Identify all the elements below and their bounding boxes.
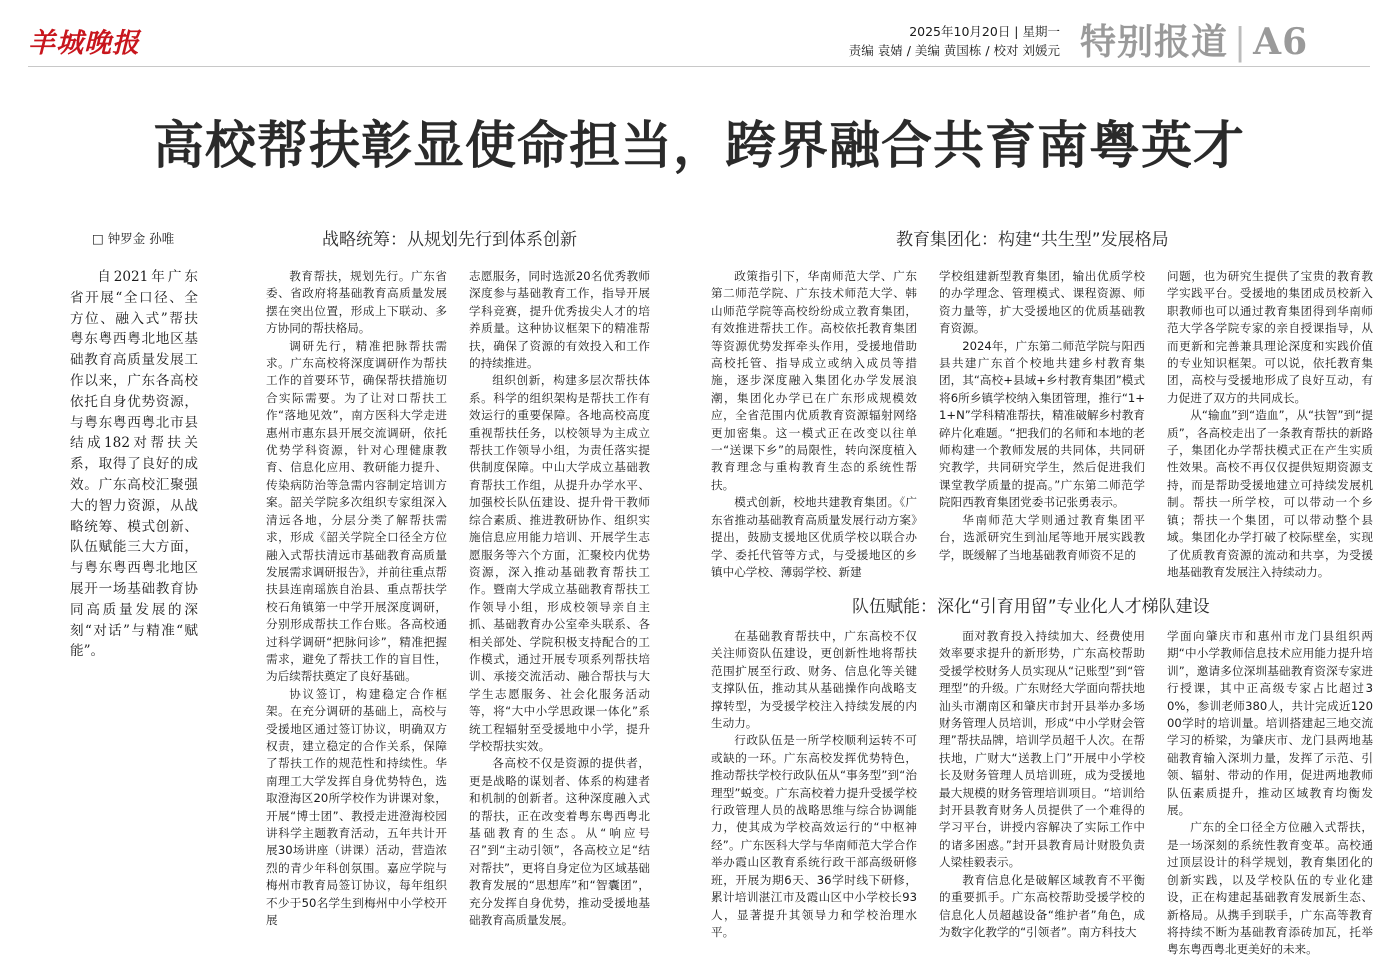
paragraph: 教育帮扶，规划先行。广东省委、省政府将基础教育高质量发展摆在突出位置，形成上下联动、多方协同的帮扶格局。	[266, 269, 447, 336]
editor-credits: 责编 袁婧 / 美编 黄国栋 / 校对 刘媛元	[848, 43, 1060, 58]
paragraph: 学面向肇庆市和惠州市龙门县组织两期“中小学教师信息技术应用能力提升培训”，邀请多位深圳基础教育资深专家进行授课，其中正高级专家占比超过30%，参训老师380人，共计完成近12000学时的培训量。培训搭建起三地交流学习的桥梁，为肇庆市、龙门县两地基础教育输入深圳力量，发挥了示范、引领、辐射、带动的作用，促进两地教师队伍素质提升，推动区域教育均衡发展。	[1167, 629, 1373, 818]
subhead-strategy: 战略统筹：从规划先行到体系创新	[322, 230, 577, 250]
article-column-1	[266, 268, 447, 928]
paragraph: 调研先行，精准把脉帮扶需求。广东高校将深度调研作为帮扶工作的首要环节，确保帮扶措施切合实际需要。为了让对口帮扶工作“落地见效”，南方医科大学走进惠州市惠东县开展交流调研，依托优势学科资源，针对心理健康教育、信息化应用、教研能力提升、传染病防治等急需内容制定培训方案。韶关学院多次组织专家组深入清远各地，分层分类了解帮扶需求，形成《韶关学院全口径全方位融入式帮扶清远市基础教育高质量发展需求调研报告》，并前往重点帮扶县连南瑶族自治县、重点帮扶学校石角镇第一中学开展深度调研，分别形成帮扶工作台账。各高校通过科学调研“把脉问诊”，精准把握需求，避免了帮扶工作的盲目性，为后续帮扶奠定了良好基础。	[266, 338, 447, 684]
article-column-7	[939, 628, 1145, 939]
masthead	[28, 20, 140, 60]
subhead-group: 教育集团化：构建“共生型”发展格局	[896, 230, 1169, 250]
section-name: 特别报道	[1080, 21, 1229, 63]
paragraph: 2024年，广东第二师范学院与阳西县共建广东首个校地共建乡村教育集团，其“高校+县域+乡村教育集团”模式将6所乡镇学校纳入集团管理，推行“1+1+N”学科精准帮扶，精准破解乡村教育碎片化难题。“把我们的名师和本地的老师构建一个教师发展的共同体，共同研究教学，共同研究学生，然后促进我们课堂教学质量的提高。”广东第二师范学院阳西教育集团党委书记张勇表示。	[939, 338, 1145, 510]
paragraph: 各高校不仅是资源的提供者，更是战略的谋划者、体系的构建者和机制的创新者。这种深度融入式的帮扶，正在改变着粤东粤西粤北基础教育的生态。从“响应号召”到“主动引领”，各高校立足“结对帮扶”，更将自身定位为区域基础教育发展的“思想库”和“智囊团”，充分发挥自身优势，推动受援地基础教育高质量发展。	[469, 756, 650, 928]
paragraph: 华南师范大学则通过教育集团平台，选派研究生到汕尾等地开展实践教学，既缓解了当地基础教育师资不足的	[939, 512, 1145, 562]
article-column-4	[939, 268, 1145, 568]
newspaper-logo: 羊城晚报	[28, 27, 140, 59]
issue-meta	[836, 22, 1060, 60]
article-column-8	[1167, 628, 1373, 957]
paragraph: 行政队伍是一所学校顺利运转不可或缺的一环。广东高校发挥优势特色，推动帮扶学校行政队伍从“事务型”到“治理型”蜕变。广东高校着力提升受援学校行政管理人员的战略思维与综合协调能力，使其成为学校高效运行的“中枢神经”。广东医科大学与华南师范大学合作举办霞山区教育系统行政干部高级研修班，开展为期6天、36学时线下研修，累计培训湛江市及霞山区中小学校长93人，显著提升其领导力和学校治理水平。	[711, 733, 917, 939]
headline: 高校帮扶彰显使命担当，跨界融合共育南粤英才	[152, 117, 1245, 176]
header-rule	[28, 66, 1370, 67]
paragraph: 模式创新，校地共建教育集团。《广东省推动基础教育高质量发展行动方案》提出，鼓励支援地区优质学校以联合办学、委托代管等方式，与受援地区的乡镇中心学校、薄弱学校、新建	[711, 495, 917, 579]
paragraph: 问题，也为研究生提供了宝贵的教育教学实践平台。受援地的集团成员校新入职教师也可以通过教育集团得到华南师范大学各学院专家的亲自授课指导，从而更新和完善兼具理论深度和实践价值的专业知识框架。可以说，依托教育集团，高校与受援地形成了良好互动，有力促进了双方的共同成长。	[1167, 269, 1373, 405]
paragraph: 在基础教育帮扶中，广东高校不仅关注师资队伍建设，更创新性地将帮扶范围扩展至行政、财务、信息化等关键支撑队伍，推动其从基础操作向战略支撑转型，为受援学校注入持续发展的内生动力。	[711, 629, 917, 731]
paragraph: 志愿服务，同时选派20名优秀教师深度参与基础教育工作，指导开展学科竞赛，提升优秀拔尖人才的培养质量。这种协议框架下的精准帮扶，确保了资源的有效投入和工作的持续推进。	[469, 269, 650, 371]
lead-paragraph: 自2021年广东省开展“全口径、全方位、融入式”帮扶粤东粤西粤北地区基础教育高质量发展工作以来，广东各高校依托自身优势资源，与粤东粤西粤北市县结成182对帮扶关系，取得了良好的成效。广东高校汇聚强大的智力资源，从战略统筹、模式创新、队伍赋能三大方面，与粤东粤西粤北地区展开一场基础教育协同高质量发展的深刻“对话”与精准“赋能”。	[70, 269, 198, 660]
paragraph: 政策指引下，华南师范大学、广东第二师范学院、广东技术师范大学、韩山师范学院等高校纷纷成立教育集团，有效推进帮扶工作。高校依托教育集团等资源优势发挥牵头作用，受援地借助高校托管、指导成立或纳入成员等措施，逐步深度融入集团化办学发展浪潮，集团化办学已在广东形成规模效应，全省范围内优质教育资源辐射网络更加密集。这一模式正在改变以往单一“送课下乡”的局限性，转向深度植入教育理念与重构教育生态的系统性帮扶。	[711, 269, 917, 492]
paragraph: 学校组建新型教育集团，输出优质学校的办学理念、管理模式、课程资源、师资力量等，扩大受援地区的优质基础教育资源。	[939, 269, 1145, 336]
paragraph: 教育信息化是破解区域教育不平衡的重要抓手。广东高校帮助受援学校的信息化人员超越设备“维护者”角色，成为数字化教学的“引领者”。南方科技大	[939, 872, 1145, 939]
paragraph: 面对教育投入持续加大、经费使用效率要求提升的新形势，广东高校帮助受援学校财务人员实现从“记账型”到“管理型”的升级。广东财经大学面向帮扶地汕头市潮南区和肇庆市封开县举办多场财务管理人员培训，形成“中小学财会管理”帮扶品牌，培训学员超千人次。在帮扶地，广财大“送教上门”开展中小学校长及财务管理人员培训班，成为受援地最大规模的财务管理培训项目。“培训给封开县教育财务人员提供了一个难得的学习平台，讲授内容解决了实际工作中的诸多困惑。”封开县教育局计财股负责人梁桂毅表示。	[939, 629, 1145, 870]
article-column-5	[1167, 268, 1373, 579]
section-header: 特别报道 | A6	[1080, 21, 1309, 63]
subhead-team: 队伍赋能：深化“引育用留”专业化人才梯队建设	[852, 597, 1210, 617]
page-number: A6	[1253, 21, 1309, 63]
paragraph: 协议签订，构建稳定合作框架。在充分调研的基础上，高校与受援地区通过签订协议，明确双方权责，建立稳定的合作关系，保障了帮扶工作的规范性和持续性。华南理工大学发挥自身优势特色，选取澄海区20所学校作为讲课对象，开展“博士团”、教授走进澄海校园讲科学主题教育活动，五年共计开展30场讲座（讲课）活动，营造浓烈的青少年科创氛围。嘉应学院与梅州市教育局签订协议，每年组织不少于50名学生到梅州中小学校开展	[266, 686, 447, 928]
paragraph: 组织创新，构建多层次帮扶体系。科学的组织架构是帮扶工作有效运行的重要保障。各地高校高度重视帮扶任务，以校领导为主成立帮扶工作领导小组，为责任落实提供制度保障。中山大学成立基础教育帮扶工作组，从提升办学水平、加强校长队伍建设、提升骨干教师综合素质、推进教研协作、组织实施信息应用能力培训、开展学生志愿服务等六个方面，汇聚校内优势资源，深入推动基础教育帮扶工作。暨南大学成立基础教育帮扶工作领导小组，形成校领导亲自主抓、基础教育办公室牵头联系、各相关部处、学院积极支持配合的工作模式，通过开展专项系列帮扶培训、承接交流活动、融合帮扶与大学生志愿服务、社会化服务活动等，将“大中小学思政课一体化”系统工程辐射至受援地中小学，提升学校帮扶实效。	[469, 373, 650, 753]
paragraph: 广东的全口径全方位融入式帮扶，是一场深刻的系统性教育变革。高校通过顶层设计的科学规划，教育集团化的创新实践，以及学校队伍的专业化建设，正在构建起基础教育发展新生态、新格局。从携手到联手，广东高等教育将持续不断为基础教育添砖加瓦，托举粤东粤西粤北更美好的未来。	[1167, 820, 1373, 957]
issue-date: 2025年10月20日 | 星期一	[909, 24, 1060, 39]
article-column-3	[711, 268, 917, 579]
byline: □ 钟罗金 孙唯	[92, 231, 175, 246]
paragraph: 从“输血”到“造血”，从“扶智”到“提质”，各高校走出了一条教育帮扶的新路子，集团化办学帮扶模式正在产生实质性效果。高校不再仅仅提供短期资源支持，而是帮助受援地建立可持续发展机制。帮扶一所学校，可以带动一个乡镇；帮扶一个集团，可以带动整个县域。集团化办学打破了校际壁垒，实现了优质教育资源的流动和共享，为受援地基础教育发展注入持续动力。	[1167, 408, 1373, 579]
article-column-2	[469, 268, 650, 928]
article-column-6	[711, 628, 917, 939]
